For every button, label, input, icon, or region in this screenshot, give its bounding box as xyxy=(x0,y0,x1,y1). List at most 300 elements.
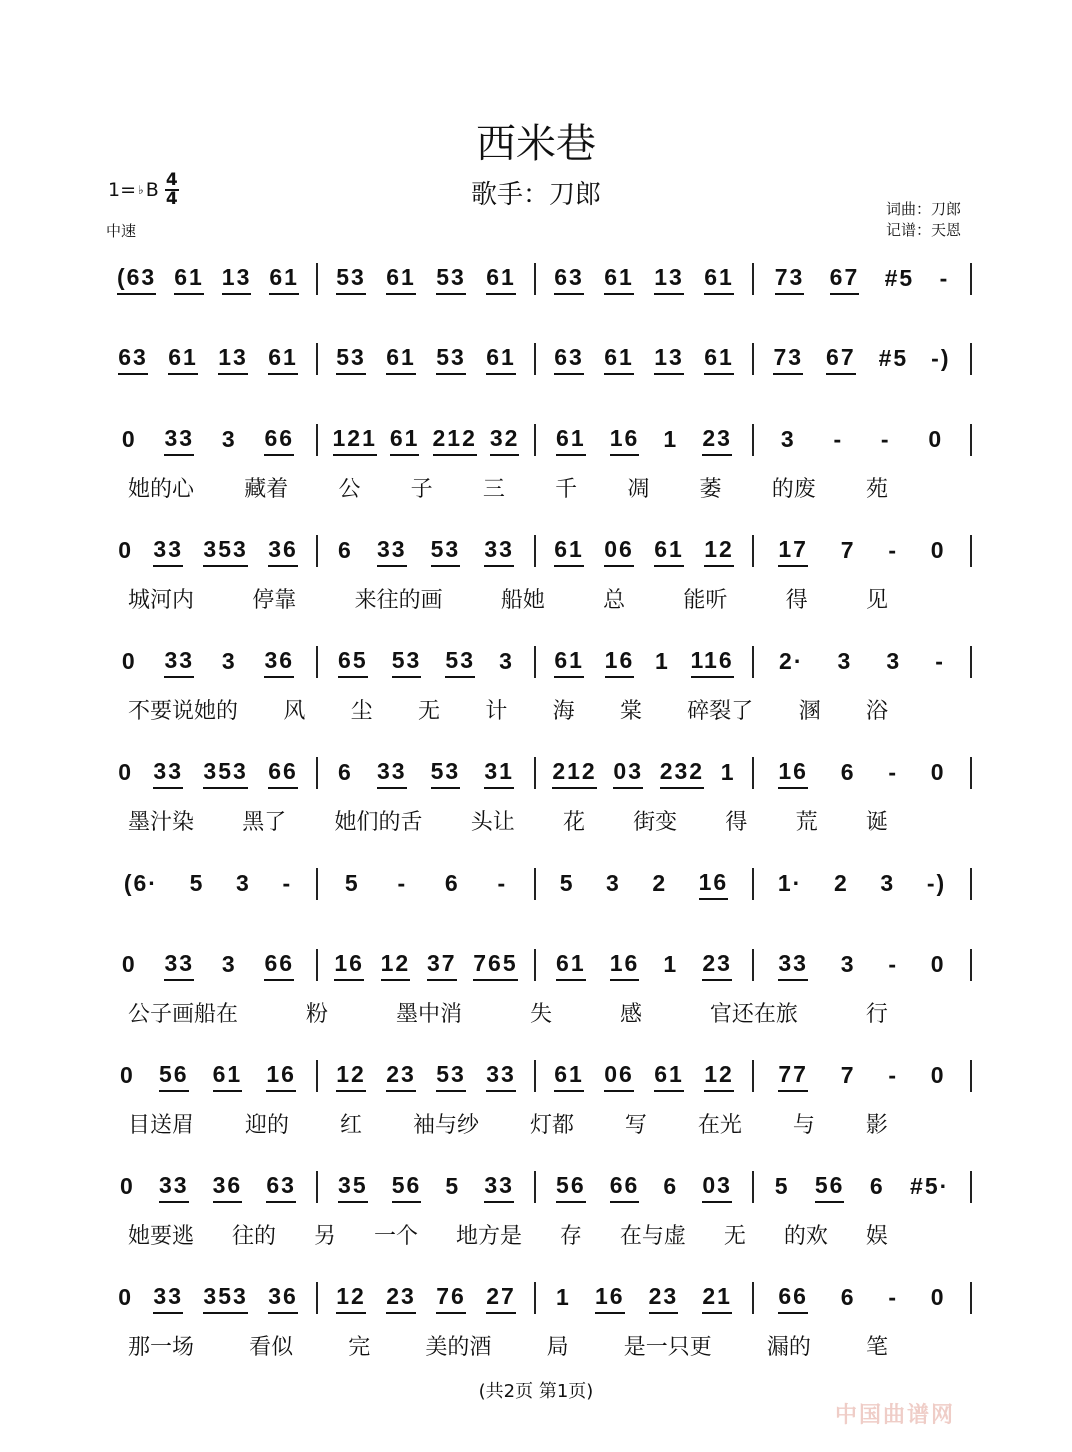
note-group: 121 xyxy=(333,425,377,456)
note-group: - xyxy=(888,1061,899,1088)
note-group: - xyxy=(939,264,950,291)
measure xyxy=(318,424,536,456)
note-group: 1 xyxy=(654,647,670,674)
note-group: 33 xyxy=(153,758,183,789)
note-group: 353 xyxy=(203,1283,247,1314)
key-note: B xyxy=(145,179,159,201)
measure xyxy=(100,949,318,981)
note-group: 3 xyxy=(880,869,896,896)
note-group: 16 xyxy=(699,869,729,900)
note-group: 12 xyxy=(704,1061,734,1092)
note-group: 53 xyxy=(431,536,461,567)
note-group: 6 xyxy=(444,869,460,896)
note-group: 61 xyxy=(556,950,586,981)
lyric-word: 公 xyxy=(338,477,361,502)
measure xyxy=(100,1282,318,1314)
time-signature xyxy=(165,172,179,208)
lyric-word: 的欢 xyxy=(783,1224,828,1249)
note-group: 5 xyxy=(774,1172,790,1199)
lyric-word: 溷 xyxy=(798,699,821,724)
lyric-word: 完 xyxy=(348,1335,371,1360)
note-group: 23 xyxy=(702,950,732,981)
lyric-word: 红 xyxy=(339,1113,362,1138)
note-group: 212 xyxy=(552,758,596,789)
note-group: 2 xyxy=(833,869,849,896)
measure xyxy=(754,868,972,900)
page-indicator: (共2页 第1页) xyxy=(478,1381,594,1402)
note-group: 33 xyxy=(164,647,194,678)
lyric-word: 她们的舌 xyxy=(334,810,423,835)
note-group: 53 xyxy=(436,1061,466,1092)
note-group: 76 xyxy=(436,1283,466,1314)
lyric-word: 头让 xyxy=(470,810,515,835)
note-group: - xyxy=(888,758,899,785)
note-group: 16 xyxy=(610,425,640,456)
note-group: 6 xyxy=(663,1172,679,1199)
note-group: 3 xyxy=(236,869,251,896)
notation-line xyxy=(100,642,972,682)
notation-line xyxy=(100,339,972,379)
note-group: - xyxy=(497,869,508,896)
note-group: 0 xyxy=(930,1283,946,1310)
note-group: 56 xyxy=(392,1172,422,1203)
note-group: 36 xyxy=(268,1283,298,1314)
measure xyxy=(536,1282,754,1314)
lyric-word: 计 xyxy=(485,699,508,724)
note-group: 77 xyxy=(778,1061,808,1092)
note-group: 0 xyxy=(930,758,946,785)
notation-line xyxy=(100,420,972,460)
note-group: 61 xyxy=(268,344,298,375)
note-group: (63 xyxy=(117,264,156,295)
note-group: 6 xyxy=(840,758,856,785)
measure xyxy=(754,263,972,295)
note-group: 61 xyxy=(554,647,584,678)
lyrics-line xyxy=(128,1108,888,1139)
measure xyxy=(318,343,536,375)
note-group: 33 xyxy=(159,1172,189,1203)
measure xyxy=(536,343,754,375)
lyric-word: 苑 xyxy=(865,477,888,502)
note-group: 33 xyxy=(164,425,194,456)
credits xyxy=(886,199,961,241)
note-group: 31 xyxy=(484,758,514,789)
note-group: 65 xyxy=(338,647,368,678)
note-group: 13 xyxy=(654,344,684,375)
measure xyxy=(536,757,754,789)
note-group: - xyxy=(888,950,899,977)
note-group: 16 xyxy=(266,1061,296,1092)
lyric-word: 娱 xyxy=(865,1224,888,1249)
note-group: 212 xyxy=(433,425,477,456)
note-group: 1 xyxy=(663,950,679,977)
note-group: 2· xyxy=(779,647,804,674)
lyric-word: 子 xyxy=(410,477,433,502)
measure xyxy=(754,535,972,567)
lyric-word: 笔 xyxy=(865,1335,888,1360)
note-group: 61 xyxy=(269,264,299,295)
note-group: 56 xyxy=(815,1172,845,1203)
note-group: 0 xyxy=(118,758,133,785)
note-group: 27 xyxy=(486,1283,516,1314)
note-group: #5 xyxy=(878,344,909,371)
measure xyxy=(754,1171,972,1203)
note-group: 6 xyxy=(338,536,353,563)
measure xyxy=(318,646,536,678)
flat-icon: ♭ xyxy=(138,183,144,197)
measure xyxy=(536,949,754,981)
meter-top: 4 xyxy=(165,170,178,190)
lyric-word: 碎裂了 xyxy=(687,699,754,724)
note-group: 0 xyxy=(121,647,137,674)
lyric-word: 能听 xyxy=(683,588,728,613)
note-group: 1· xyxy=(777,869,803,896)
measure xyxy=(754,1060,972,1092)
lyric-word: 来往的画 xyxy=(354,588,443,613)
note-group: 63 xyxy=(554,264,584,295)
note-group: - xyxy=(282,869,293,896)
song-title: 西米巷 xyxy=(476,121,596,167)
lyric-word: 黑了 xyxy=(242,810,287,835)
lyric-word: 那一场 xyxy=(128,1335,195,1360)
note-group: 03 xyxy=(702,1172,732,1203)
measure xyxy=(100,1060,318,1092)
note-group: 61 xyxy=(554,536,584,567)
lyric-word: 美的酒 xyxy=(425,1335,492,1360)
note-group: 61 xyxy=(390,425,420,456)
note-group: 6 xyxy=(338,758,353,785)
lyric-word: 千 xyxy=(555,477,578,502)
lyric-word: 在与虚 xyxy=(619,1224,686,1249)
note-group: 7 xyxy=(840,1061,856,1088)
note-group: 67 xyxy=(826,344,856,375)
lyric-word: 凋 xyxy=(627,477,650,502)
measure xyxy=(318,1060,536,1092)
lyrics-line xyxy=(128,1330,888,1361)
note-group: 53 xyxy=(436,264,466,295)
lyric-word: 迎的 xyxy=(244,1113,289,1138)
key-signature xyxy=(108,172,179,208)
note-group: 6 xyxy=(869,1172,885,1199)
lyric-word: 粉 xyxy=(305,1002,328,1027)
lyric-word: 感 xyxy=(619,1002,642,1027)
lyric-word: 尘 xyxy=(350,699,373,724)
lyric-word: 写 xyxy=(624,1113,647,1138)
note-group: 66 xyxy=(264,950,294,981)
note-group: 3 xyxy=(780,425,796,452)
note-group: #5· xyxy=(910,1172,950,1199)
note-group: 66 xyxy=(610,1172,640,1203)
note-group: 16 xyxy=(595,1283,625,1314)
meter-bottom: 4 xyxy=(165,189,178,209)
note-group: 1 xyxy=(663,425,679,452)
note-group: 56 xyxy=(556,1172,586,1203)
note-group: (6· xyxy=(123,869,158,896)
lyrics-line xyxy=(128,997,888,1028)
lyric-word: 得 xyxy=(785,588,808,613)
note-group: 3 xyxy=(499,647,514,674)
watermark: 中国曲谱网 xyxy=(835,1403,956,1428)
note-group: 0 xyxy=(930,950,946,977)
key-prefix: 1= xyxy=(108,179,137,201)
note-group: 5 xyxy=(559,869,575,896)
measure xyxy=(536,535,754,567)
notation-line xyxy=(100,1278,972,1318)
note-group: - xyxy=(397,869,408,896)
note-group: 61 xyxy=(704,264,734,295)
note-group: 1 xyxy=(556,1283,571,1310)
measure xyxy=(318,949,536,981)
note-group: 03 xyxy=(613,758,643,789)
note-group: -) xyxy=(926,869,947,896)
note-group: 06 xyxy=(604,1061,634,1092)
note-group: 56 xyxy=(159,1061,189,1092)
note-group: 61 xyxy=(604,344,634,375)
measure xyxy=(536,1060,754,1092)
note-group: 0 xyxy=(930,536,946,563)
note-group: 0 xyxy=(930,1061,946,1088)
note-group: 12 xyxy=(381,950,411,981)
note-group: 16 xyxy=(605,647,635,678)
note-group: 0 xyxy=(121,425,137,452)
note-group: 61 xyxy=(486,344,516,375)
notation-line xyxy=(100,1056,972,1096)
lyric-word: 行 xyxy=(865,1002,888,1027)
measure xyxy=(100,1171,318,1203)
lyric-word: 袖与纱 xyxy=(412,1113,479,1138)
note-group: - xyxy=(888,536,899,563)
measure xyxy=(100,868,318,900)
note-group: 12 xyxy=(704,536,734,567)
lyric-word: 得 xyxy=(725,810,748,835)
lyric-word: 风 xyxy=(283,699,306,724)
note-group: 61 xyxy=(386,344,416,375)
note-group: 0 xyxy=(928,425,944,452)
notation-line xyxy=(100,531,972,571)
note-group: 5 xyxy=(445,1172,461,1199)
note-group: 33 xyxy=(377,536,407,567)
lyric-word: 失 xyxy=(529,1002,552,1027)
lyric-word: 灯都 xyxy=(529,1113,574,1138)
note-group: 36 xyxy=(213,1172,243,1203)
measure xyxy=(536,868,754,900)
note-group: 3 xyxy=(221,647,237,674)
measure xyxy=(318,535,536,567)
measure xyxy=(754,949,972,981)
lyric-word: 无 xyxy=(723,1224,746,1249)
note-group: 5 xyxy=(189,869,205,896)
note-group: 35 xyxy=(338,1172,368,1203)
note-group: 17 xyxy=(778,536,808,567)
notation-line xyxy=(100,753,972,793)
note-group: 7 xyxy=(840,536,856,563)
note-group: 33 xyxy=(486,1061,516,1092)
note-group: 36 xyxy=(264,647,294,678)
lyric-word: 影 xyxy=(865,1113,888,1138)
note-group: 61 xyxy=(174,264,204,295)
lyric-word: 与 xyxy=(792,1113,815,1138)
note-group: 33 xyxy=(778,950,808,981)
note-group: 66 xyxy=(264,425,294,456)
note-group: 61 xyxy=(486,264,516,295)
notation-line xyxy=(100,259,972,299)
note-group: 63 xyxy=(266,1172,296,1203)
note-group: 3 xyxy=(886,647,902,674)
lyric-word: 地方是 xyxy=(455,1224,522,1249)
lyric-word: 官还在旅 xyxy=(709,1002,798,1027)
note-group: 53 xyxy=(431,758,461,789)
measure xyxy=(536,1171,754,1203)
note-group: 23 xyxy=(702,425,732,456)
notation-line xyxy=(100,945,972,985)
notation-line xyxy=(100,1167,972,1207)
note-group: 3 xyxy=(221,950,237,977)
lyric-word: 诞 xyxy=(865,810,888,835)
lyric-word: 总 xyxy=(603,588,626,613)
note-group: 3 xyxy=(840,950,856,977)
measure xyxy=(536,424,754,456)
lyric-word: 海 xyxy=(552,699,575,724)
lyric-word: 不要说她的 xyxy=(128,699,239,724)
note-group: 53 xyxy=(336,344,366,375)
note-group: 63 xyxy=(554,344,584,375)
note-group: 73 xyxy=(773,344,803,375)
note-group: 23 xyxy=(386,1061,416,1092)
note-group: 33 xyxy=(484,1172,514,1203)
measure xyxy=(100,343,318,375)
lyric-word: 漏的 xyxy=(766,1335,811,1360)
note-group: 0 xyxy=(120,1172,135,1199)
lyric-word: 见 xyxy=(865,588,888,613)
lyrics-line xyxy=(128,472,888,503)
lyric-word: 花 xyxy=(562,810,585,835)
lyric-word: 她的心 xyxy=(128,477,195,502)
note-group: 61 xyxy=(654,536,684,567)
note-group: 53 xyxy=(436,344,466,375)
note-group: 3 xyxy=(221,425,237,452)
note-group: 53 xyxy=(445,647,475,678)
note-group: 13 xyxy=(222,264,252,295)
measure xyxy=(318,1171,536,1203)
lyric-word: 在光 xyxy=(697,1113,742,1138)
lyric-word: 往的 xyxy=(231,1224,276,1249)
note-group: 33 xyxy=(377,758,407,789)
note-group: 13 xyxy=(654,264,684,295)
lyrics-line xyxy=(128,805,888,836)
lyric-word: 萎 xyxy=(699,477,722,502)
note-group: 63 xyxy=(118,344,148,375)
measure xyxy=(100,646,318,678)
note-group: 66 xyxy=(268,758,298,789)
tempo: 中速 xyxy=(106,222,137,240)
note-group: 5 xyxy=(344,869,360,896)
note-group: 53 xyxy=(392,647,422,678)
note-group: 61 xyxy=(654,1061,684,1092)
lyric-word: 城河内 xyxy=(128,588,195,613)
measure xyxy=(754,757,972,789)
note-group: 67 xyxy=(830,264,860,295)
note-group: - xyxy=(833,425,844,452)
note-group: 06 xyxy=(604,536,634,567)
lyric-word: 墨中消 xyxy=(395,1002,462,1027)
note-group: 33 xyxy=(153,536,183,567)
note-group: 0 xyxy=(118,1283,133,1310)
note-group: 6 xyxy=(840,1283,856,1310)
note-group: 33 xyxy=(484,536,514,567)
lyric-word: 公子画船在 xyxy=(128,1002,239,1027)
note-group: 36 xyxy=(268,536,298,567)
lyric-word: 三 xyxy=(482,477,505,502)
note-group: 12 xyxy=(336,1283,366,1314)
lyric-word: 停靠 xyxy=(252,588,297,613)
note-group: 21 xyxy=(702,1283,732,1314)
note-group: 61 xyxy=(554,1061,584,1092)
note-group: 61 xyxy=(213,1061,243,1092)
note-group: 32 xyxy=(490,425,520,456)
measure xyxy=(754,646,972,678)
note-group: 61 xyxy=(386,264,416,295)
note-group: 66 xyxy=(778,1283,808,1314)
credit-lyrics-music: 词曲：刀郎 xyxy=(886,200,962,218)
lyric-word: 无 xyxy=(417,699,440,724)
note-group: - xyxy=(880,425,891,452)
lyric-word: 她要逃 xyxy=(128,1224,195,1249)
note-group: 37 xyxy=(427,950,457,981)
note-group: 0 xyxy=(121,950,137,977)
lyric-word: 街变 xyxy=(633,810,678,835)
note-group: 765 xyxy=(473,950,517,981)
note-group: 12 xyxy=(336,1061,366,1092)
lyric-word: 荒 xyxy=(795,810,818,835)
note-group: 16 xyxy=(610,950,640,981)
note-group: 53 xyxy=(336,264,366,295)
note-group: - xyxy=(935,647,945,674)
note-group: 16 xyxy=(778,758,808,789)
lyric-word: 藏着 xyxy=(244,477,289,502)
lyric-word: 是一只更 xyxy=(623,1335,712,1360)
measure xyxy=(536,646,754,678)
singer: 歌手：刀郎 xyxy=(470,180,601,210)
note-group: -) xyxy=(931,344,951,371)
note-group: 3 xyxy=(606,869,621,896)
lyric-word: 看似 xyxy=(249,1335,294,1360)
note-group: 116 xyxy=(691,647,734,678)
measure xyxy=(318,1282,536,1314)
measure xyxy=(318,757,536,789)
lyric-word: 局 xyxy=(546,1335,569,1360)
note-group: 23 xyxy=(649,1283,679,1314)
credit-transcriber: 记谱：天恩 xyxy=(886,221,962,239)
measure xyxy=(318,868,536,900)
measure xyxy=(536,263,754,295)
note-group: 61 xyxy=(604,264,634,295)
measure xyxy=(100,757,318,789)
measure xyxy=(100,424,318,456)
lyric-word: 存 xyxy=(559,1224,582,1249)
note-group: 2 xyxy=(652,869,668,896)
note-group: 23 xyxy=(386,1283,416,1314)
measure xyxy=(100,535,318,567)
measure xyxy=(100,263,318,295)
lyric-word: 目送眉 xyxy=(128,1113,195,1138)
note-group: 0 xyxy=(120,1061,135,1088)
note-group: 13 xyxy=(218,344,248,375)
note-group: 3 xyxy=(837,647,853,674)
lyric-word: 船她 xyxy=(500,588,545,613)
note-group: 61 xyxy=(704,344,734,375)
note-group: - xyxy=(888,1283,899,1310)
note-group: #5 xyxy=(884,264,915,291)
